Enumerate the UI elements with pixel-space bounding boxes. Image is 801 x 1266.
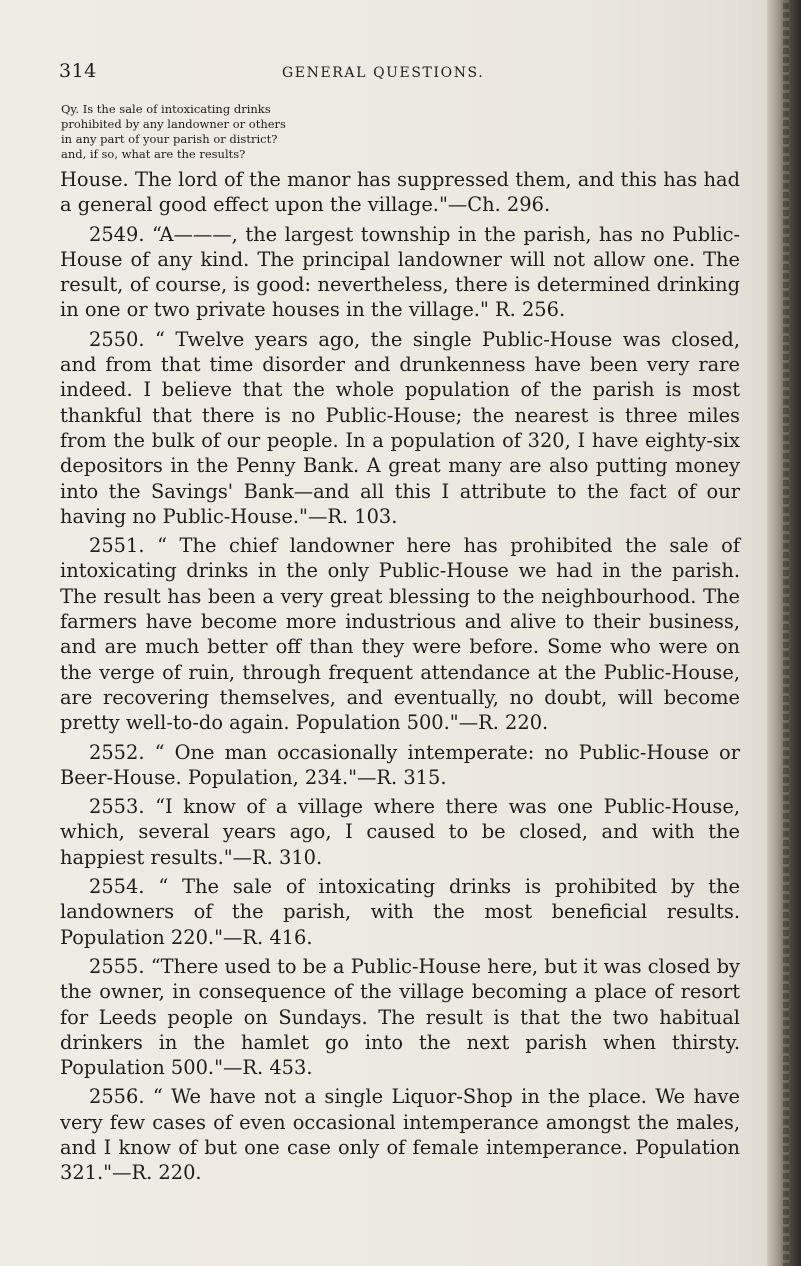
paragraph-number: 2551. xyxy=(89,534,145,558)
running-head: GENERAL QUESTIONS. xyxy=(282,65,485,81)
paragraph-2552 xyxy=(60,740,740,791)
paragraph-2550 xyxy=(60,327,740,529)
page-header xyxy=(0,60,760,90)
paragraph-number: 2555. xyxy=(89,954,145,978)
body-text xyxy=(60,167,740,1190)
paragraph-number: 2552. xyxy=(89,740,145,764)
paragraph-number: 2556. xyxy=(89,1085,145,1109)
paragraph-text: House. The lord of the manor has suppressed them, and this has had a general good effect upon the village."—Ch. 296. xyxy=(60,168,740,217)
paragraph-text: “ Twelve years ago, the single Public-House was closed, and from that time disorder and drunkenness have been very rare indeed. I believe that the whole population of the parish is most thankful that there is no Public-House; the nearest is three miles from the bulk of our people. In a population of 320, I have eighty-six depositors in the Penny Bank. A great many are also putting money into the Savings' Bank—and all this I attribute to the fact of our having no Public-House."—R. 103. xyxy=(60,327,740,528)
paragraph-2551 xyxy=(60,533,740,735)
paragraph-text: “ The sale of intoxicating drinks is prohibited by the landowners of the parish, with the most beneficial results. Population 220."—R. 416. xyxy=(60,875,740,949)
paragraph-text: “ One man occasionally intemperate: no Public-House or Beer-House. Population, 234."—R. 315. xyxy=(60,740,740,789)
paragraph-number: 2553. xyxy=(89,795,145,819)
margin-question: Qy. Is the sale of intoxicating drinks prohibited by any landowner or others in any part of your parish or district? and, if so, what are the results? xyxy=(61,102,286,161)
paragraph-continuation xyxy=(60,167,740,218)
paragraph-2549 xyxy=(60,222,740,323)
paragraph-number: 2554. xyxy=(89,875,145,899)
paragraph-text: “There used to be a Public-House here, but it was closed by the owner, in consequence of the village becoming a place of resort for Leeds people on Sundays. The result is that the two habitual drinkers in the hamlet go into the next parish when thirsty. Population 500."—R. 453. xyxy=(60,954,740,1080)
paragraph-text: “ The chief landowner here has prohibited the sale of intoxicating drinks in the only Public-House we had in the parish. The result has been a very great blessing to the neighbourhood. The farmers have become more industrious and alive to their business, and are much better off than they were before. Some who were on the verge of ruin, through frequent attendance at the Public-House, are recovering themselves, and eventually, no doubt, will become pretty well-to-do again. Population 500."—R. 220. xyxy=(60,534,740,735)
binding-stitching xyxy=(783,0,789,1266)
paragraph-number: 2549. xyxy=(89,222,145,246)
paragraph-text: “ We have not a single Liquor-Shop in the place. We have very few cases of even occasional intemperance amongst the males, and I know of but one case only of female intemperance. Population 321."—R. 220. xyxy=(60,1085,740,1185)
paragraph-text: “A———, the largest township in the parish, has no Public-House of any kind. The principal landowner will not allow one. The result, of course, is good: nevertheless, there is determined drinking in one or two private houses in the village." R. 256. xyxy=(60,222,740,322)
paragraph-2553 xyxy=(60,794,740,870)
paragraph-text: “I know of a village where there was one Public-House, which, several years ago, I caused to be closed, and with the happiest results."—R. 310. xyxy=(60,795,740,869)
paragraph-number: 2550. xyxy=(89,327,145,351)
paragraph-2554 xyxy=(60,874,740,950)
page-number: 314 xyxy=(59,60,97,82)
paragraph-2555 xyxy=(60,954,740,1080)
paragraph-2556 xyxy=(60,1084,740,1185)
